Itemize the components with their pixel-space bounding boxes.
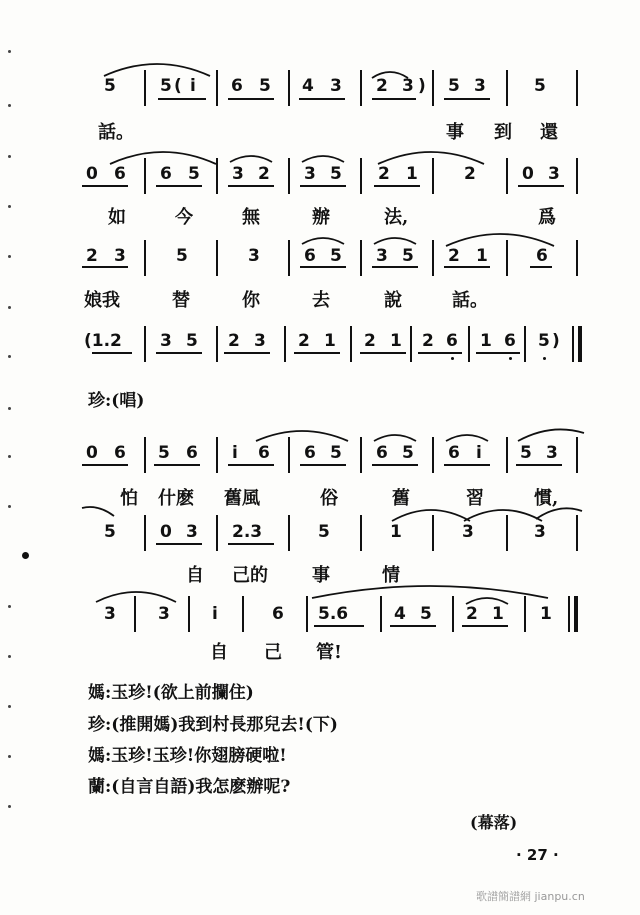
note: 5 xyxy=(420,604,432,624)
note: 2 xyxy=(378,164,390,184)
bar-line xyxy=(188,596,190,632)
lyric: 今 xyxy=(175,207,193,228)
note: 2 xyxy=(376,76,388,96)
slur xyxy=(108,146,218,166)
margin-dot xyxy=(8,605,11,608)
note: 5 xyxy=(104,522,116,542)
note: 1 xyxy=(324,331,336,351)
underline xyxy=(92,352,132,354)
slur xyxy=(300,150,346,164)
note: 6 xyxy=(448,443,460,463)
bar-line xyxy=(216,515,218,551)
speaker-label: 珍:(唱) xyxy=(88,391,145,411)
margin-dot xyxy=(8,755,11,758)
lyric: 爲 xyxy=(538,207,556,228)
note: 5 xyxy=(330,164,342,184)
bar-line xyxy=(576,70,578,106)
note: 2 xyxy=(364,331,376,351)
lyric: 娘我 xyxy=(84,290,120,311)
note: 3 xyxy=(158,604,170,624)
underline xyxy=(476,352,520,354)
low-dot xyxy=(543,357,546,360)
margin-dot xyxy=(8,355,11,358)
note: 6 xyxy=(536,246,548,266)
bar-line xyxy=(216,326,218,362)
margin-dot xyxy=(8,805,11,808)
underline xyxy=(314,625,364,627)
note: 3 xyxy=(254,331,266,351)
slur xyxy=(534,505,584,521)
note: 5 xyxy=(186,331,198,351)
bar-line xyxy=(242,596,244,632)
margin-dot xyxy=(8,505,11,508)
note: 5 xyxy=(259,76,271,96)
underline xyxy=(228,543,274,545)
underline xyxy=(444,266,490,268)
underline xyxy=(300,185,346,187)
lyric: 俗 xyxy=(320,488,338,509)
note: 3 xyxy=(330,76,342,96)
underline xyxy=(372,266,418,268)
bar-line xyxy=(452,596,454,632)
dialogue-line: 媽:玉珍!玉珍!你翅膀硬啦! xyxy=(88,746,287,766)
bar-line xyxy=(432,70,434,106)
underline xyxy=(156,352,202,354)
slur xyxy=(310,580,550,600)
note: 6 xyxy=(114,443,126,463)
bar-line xyxy=(216,240,218,276)
lyric: 什麽 xyxy=(158,488,194,509)
margin-dot xyxy=(8,104,11,107)
slur xyxy=(444,429,490,443)
bar-line xyxy=(288,70,290,106)
note: 5 xyxy=(158,443,170,463)
underline xyxy=(228,98,274,100)
lyric: 習 xyxy=(466,488,484,509)
slur xyxy=(464,592,510,606)
note: i xyxy=(212,604,218,624)
note: 2 xyxy=(466,604,478,624)
bar-line xyxy=(288,158,290,194)
note: 2 xyxy=(448,246,460,266)
slur xyxy=(372,429,418,443)
lyric: 到 xyxy=(494,122,512,143)
underline xyxy=(530,266,552,268)
bar-line xyxy=(360,515,362,551)
underline xyxy=(224,352,270,354)
underline xyxy=(82,266,128,268)
margin-dot xyxy=(8,705,11,708)
slur xyxy=(376,146,486,166)
margin-dot xyxy=(8,155,11,158)
slur xyxy=(372,232,418,246)
note: 5 xyxy=(318,522,330,542)
bar-line xyxy=(506,437,508,473)
underline xyxy=(390,625,436,627)
note: 3 xyxy=(376,246,388,266)
note: 5 xyxy=(520,443,532,463)
note: 5 xyxy=(402,443,414,463)
margin-dot xyxy=(8,655,11,658)
slur xyxy=(444,228,556,248)
underline xyxy=(418,352,462,354)
underline xyxy=(444,98,490,100)
note: 3 xyxy=(232,164,244,184)
note: ( xyxy=(174,76,182,96)
slur xyxy=(390,503,472,523)
dialogue-line: 媽:玉珍!(欲上前攔住) xyxy=(88,683,254,703)
bar-line xyxy=(380,596,382,632)
lyric: 事 xyxy=(446,122,464,143)
lyric: 舊 xyxy=(392,488,410,509)
note: 1 xyxy=(390,522,402,542)
underline xyxy=(228,464,274,466)
underline xyxy=(228,185,274,187)
underline xyxy=(300,266,346,268)
note: 5 xyxy=(448,76,460,96)
bar-line xyxy=(306,596,308,632)
bar-line xyxy=(360,437,362,473)
lyric: 怕 xyxy=(120,488,138,509)
note: 5 xyxy=(534,76,546,96)
note: 3 xyxy=(186,522,198,542)
note: 1 xyxy=(540,604,552,624)
low-dot xyxy=(451,357,454,360)
bar-line xyxy=(360,70,362,106)
note: 3 xyxy=(534,522,546,542)
lyric: 說 xyxy=(384,290,402,311)
slur xyxy=(254,425,350,443)
note: 1 xyxy=(476,246,488,266)
margin-dot xyxy=(8,255,11,258)
low-dot xyxy=(509,357,512,360)
underline xyxy=(300,464,346,466)
underline xyxy=(156,543,202,545)
bar-line xyxy=(524,596,526,632)
margin-dot xyxy=(22,552,29,559)
note: 5 xyxy=(188,164,200,184)
underline xyxy=(360,352,406,354)
lyric: 管! xyxy=(316,642,342,663)
note: ) xyxy=(552,331,560,351)
bar-line xyxy=(432,240,434,276)
note: 3 xyxy=(104,604,116,624)
bar-line xyxy=(506,70,508,106)
underline xyxy=(156,185,202,187)
lyric: 己 xyxy=(264,642,282,663)
note: 2.3 xyxy=(232,522,263,542)
slur xyxy=(102,58,212,78)
margin-dot xyxy=(8,205,11,208)
note: i xyxy=(476,443,482,463)
note: 6 xyxy=(504,331,516,351)
underline xyxy=(82,185,128,187)
note: 2 xyxy=(298,331,310,351)
lyric: 自 xyxy=(186,565,204,586)
note: 3 xyxy=(402,76,414,96)
note: 1 xyxy=(406,164,418,184)
lyric: 還 xyxy=(540,122,558,143)
slur xyxy=(228,150,274,164)
note: 3 xyxy=(114,246,126,266)
note: 0 xyxy=(86,164,98,184)
note: 6 xyxy=(160,164,172,184)
bar-line xyxy=(216,70,218,106)
note: 6 xyxy=(304,443,316,463)
lyric: 己的 xyxy=(232,565,268,586)
note: 3 xyxy=(474,76,486,96)
slur xyxy=(80,504,116,518)
bar-line xyxy=(568,596,570,632)
lyric: 無 xyxy=(242,207,260,228)
lyric: 去 xyxy=(312,290,330,311)
note: 4 xyxy=(302,76,314,96)
note: 4 xyxy=(394,604,406,624)
slur xyxy=(300,232,346,246)
slur xyxy=(462,503,544,523)
note: 1 xyxy=(390,331,402,351)
note: 3 xyxy=(462,522,474,542)
underline xyxy=(516,464,562,466)
note: 5.6 xyxy=(318,604,349,624)
margin-dot xyxy=(8,306,11,309)
bar-line xyxy=(288,240,290,276)
underline xyxy=(299,98,345,100)
note: 6 xyxy=(186,443,198,463)
underline xyxy=(154,464,200,466)
note: 0 xyxy=(160,522,172,542)
note: 5 xyxy=(402,246,414,266)
lyric: 法, xyxy=(384,207,409,228)
bar-line xyxy=(216,437,218,473)
note: 5 xyxy=(104,76,116,96)
note: (1.2 xyxy=(84,331,122,351)
note: 2 xyxy=(464,164,476,184)
note: 5 xyxy=(160,76,172,96)
note: 2 xyxy=(86,246,98,266)
slur xyxy=(370,66,410,80)
bar-line xyxy=(284,326,286,362)
bar-line xyxy=(144,437,146,473)
note: 2 xyxy=(258,164,270,184)
lyric: 自 xyxy=(210,642,228,663)
note: i xyxy=(232,443,238,463)
bar-line xyxy=(468,326,470,362)
note: 3 xyxy=(304,164,316,184)
stage-direction: (幕落) xyxy=(470,813,518,832)
margin-dot xyxy=(8,455,11,458)
underline xyxy=(158,98,206,100)
note: 5 xyxy=(330,246,342,266)
underline xyxy=(82,464,128,466)
slur xyxy=(516,425,586,443)
lyric: 事 xyxy=(312,565,330,586)
underline xyxy=(372,98,416,100)
lyric: 話。 xyxy=(98,122,134,143)
lyric: 替 xyxy=(172,290,190,311)
note: 0 xyxy=(86,443,98,463)
bar-line xyxy=(360,240,362,276)
bar-line xyxy=(144,240,146,276)
bar-line xyxy=(506,158,508,194)
note: 2 xyxy=(228,331,240,351)
note: 5 xyxy=(330,443,342,463)
note: 6 xyxy=(446,331,458,351)
note: 3 xyxy=(160,331,172,351)
note: 5 xyxy=(176,246,188,266)
dialogue-line: 蘭:(自言自語)我怎麽辦呢? xyxy=(88,777,291,797)
note: 6 xyxy=(304,246,316,266)
note: 6 xyxy=(231,76,243,96)
bar-line xyxy=(576,158,578,194)
margin-dot xyxy=(8,50,11,53)
lyric: 辦 xyxy=(312,207,330,228)
note: 3 xyxy=(548,164,560,184)
note: 6 xyxy=(114,164,126,184)
bar-line xyxy=(144,515,146,551)
note: 5 xyxy=(538,331,550,351)
note: 6 xyxy=(272,604,284,624)
note: 6 xyxy=(376,443,388,463)
note: 3 xyxy=(546,443,558,463)
dialogue-line: 珍:(推開媽)我到村長那兒去!(下) xyxy=(88,715,338,735)
final-bar-line xyxy=(578,326,582,362)
note: 1 xyxy=(492,604,504,624)
bar-line xyxy=(360,158,362,194)
lyric: 如 xyxy=(108,207,126,228)
slur xyxy=(94,586,178,604)
watermark: 歌譜簡譜網 jianpu.cn xyxy=(476,890,585,903)
bar-line xyxy=(432,437,434,473)
note: 3 xyxy=(248,246,260,266)
note: i xyxy=(190,76,196,96)
lyric: 話。 xyxy=(452,290,488,311)
bar-line xyxy=(576,240,578,276)
bar-line xyxy=(572,326,574,362)
bar-line xyxy=(350,326,352,362)
underline xyxy=(294,352,340,354)
note: 1 xyxy=(480,331,492,351)
underline xyxy=(444,464,490,466)
bar-line xyxy=(524,326,526,362)
note: ) xyxy=(418,76,426,96)
note: 2 xyxy=(422,331,434,351)
bar-line xyxy=(144,326,146,362)
note: 0 xyxy=(522,164,534,184)
page-number: · 27 · xyxy=(516,846,559,864)
bar-line xyxy=(410,326,412,362)
underline xyxy=(372,464,418,466)
underline xyxy=(518,185,564,187)
lyric: 情 xyxy=(382,565,400,586)
underline xyxy=(374,185,420,187)
lyric: 舊風 xyxy=(224,488,260,509)
lyric: 慣, xyxy=(534,488,559,509)
note: 6 xyxy=(258,443,270,463)
underline xyxy=(462,625,508,627)
lyric: 你 xyxy=(242,290,260,311)
final-bar-line xyxy=(574,596,578,632)
bar-line xyxy=(288,515,290,551)
margin-dot xyxy=(8,407,11,410)
